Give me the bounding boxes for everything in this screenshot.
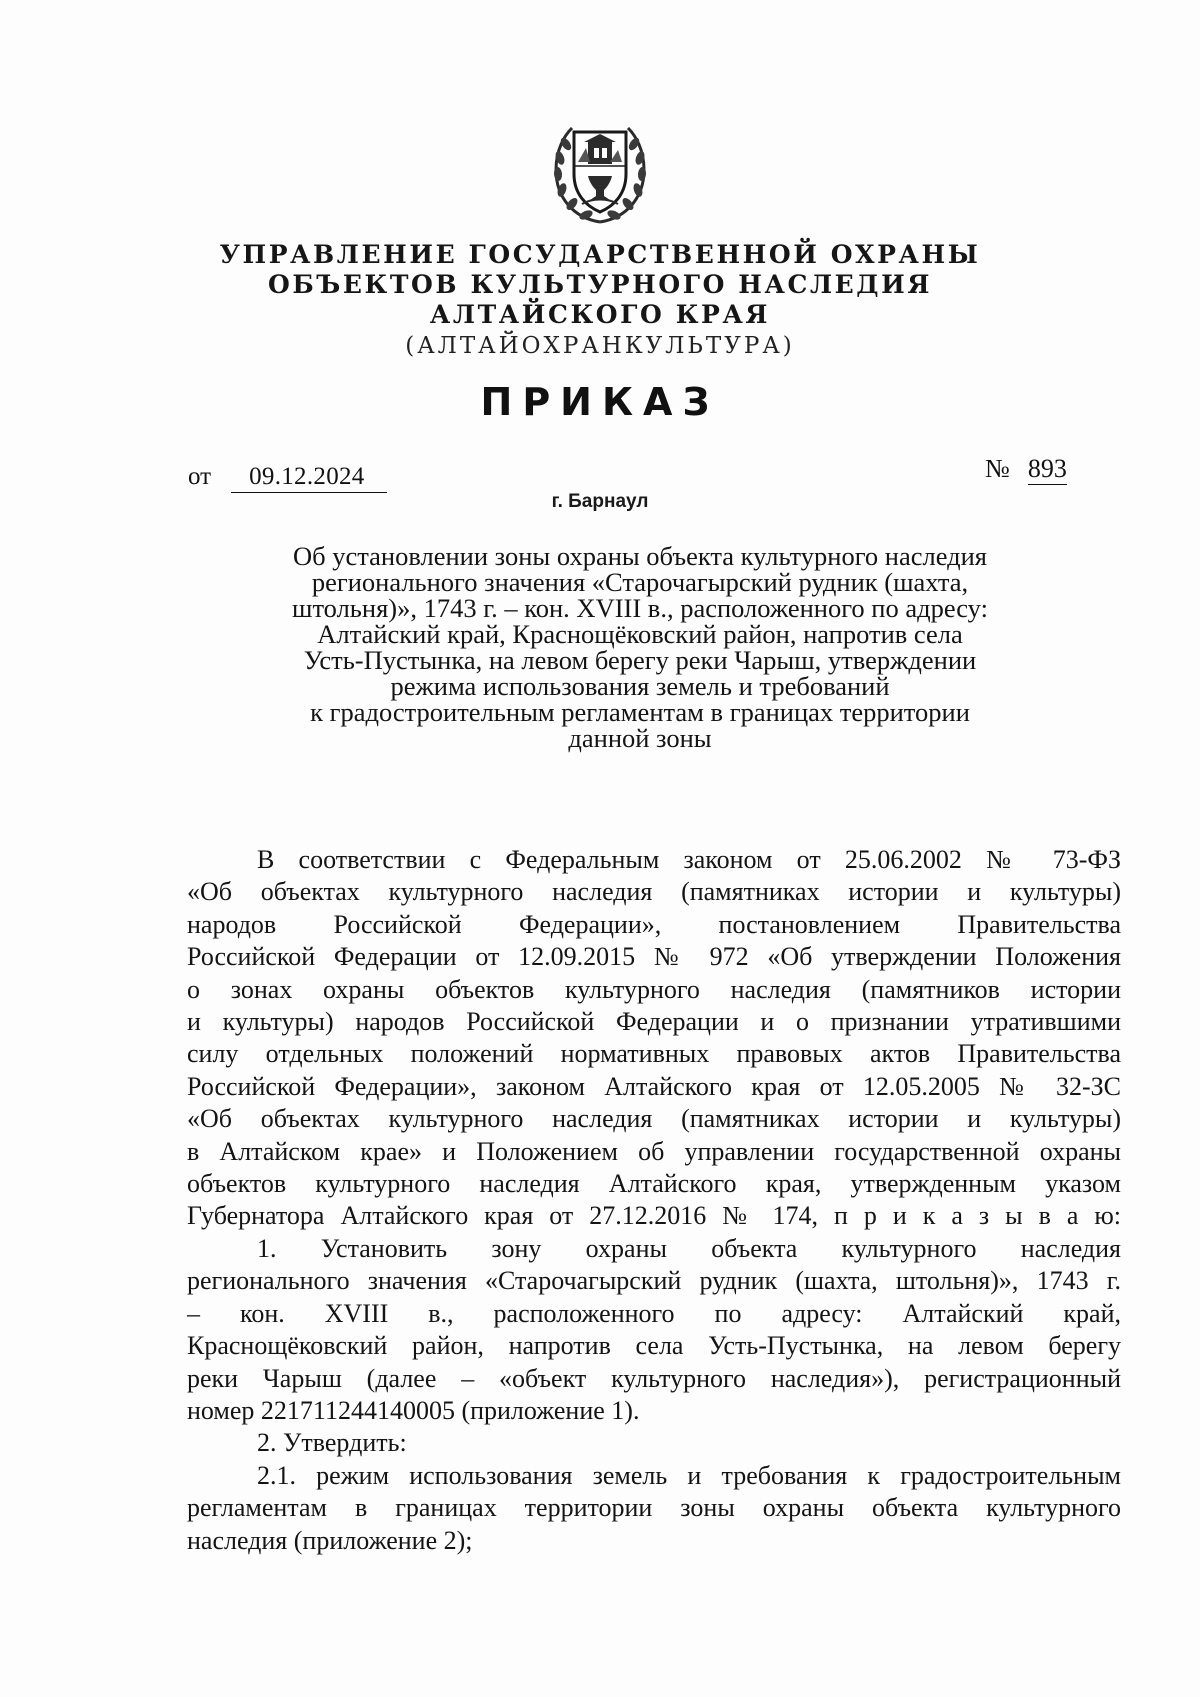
body-line: регионального значения «Старочагырский рудник (шахта, штольня)», 1743 г. <box>187 1266 1121 1296</box>
agency-name-line: УПРАВЛЕНИЕ ГОСУДАРСТВЕННОЙ ОХРАНЫ <box>219 240 981 269</box>
body-line: «Об объектах культурного наследия (памятниках истории и культуры) <box>187 877 1121 907</box>
agency-name-line: АЛТАЙСКОГО КРАЯ <box>429 300 771 329</box>
body-line: в Алтайском крае» и Положением об управлении государственной охраны <box>187 1136 1121 1166</box>
altai-krai-coat-of-arms-icon <box>548 118 652 228</box>
body-line: о зонах охраны объектов культурного наследия (памятников истории <box>187 974 1121 1004</box>
body-line: наследия (приложение 2); <box>187 1525 473 1555</box>
body-line: «Об объектах культурного наследия (памятниках истории и культуры) <box>187 1104 1121 1134</box>
body-line: реки Чарыш (далее – «объект культурного наследия»), регистрационный <box>187 1363 1121 1393</box>
number-sign: № <box>985 454 1010 483</box>
order-number <box>985 454 1067 484</box>
agency-abbreviation: (АЛТАЙОХРАНКУЛЬТУРА) <box>405 333 795 359</box>
body-line: Краснощёковский район, напротив села Усть-Пустынка, на левом берегу <box>187 1331 1121 1361</box>
order-title <box>260 543 1020 751</box>
body-line: Российской Федерации», законом Алтайского края от 12.05.2005 № 32-ЗС <box>187 1071 1121 1101</box>
body-line: народов Российской Федерации», постановлением Правительства <box>187 909 1121 939</box>
body-line: Губернатора Алтайского края от 27.12.2016 № 174, п р и к а з ы в а ю: <box>187 1201 1121 1231</box>
body-line: объектов культурного наследия Алтайского края, утвержденным указом <box>187 1169 1121 1199</box>
title-line: Усть-Пустынка, на левом берегу реки Чарыш, утверждении <box>303 645 977 675</box>
body-line: регламентам в границах территории зоны охраны объекта культурного <box>187 1493 1121 1523</box>
body-line: Российской Федерации от 12.09.2015 № 972 «Об утверждении Положения <box>187 942 1121 972</box>
title-line: штольня)», 1743 г. – кон. XVIII в., расположенного по адресу: <box>292 593 988 623</box>
title-line: к градостроительным регламентам в границах территории <box>310 697 970 727</box>
body-line: – кон. XVIII в., расположенного по адресу: Алтайский край, <box>187 1298 1121 1328</box>
title-line: данной зоны <box>568 723 712 753</box>
body-line: 1. Установить зону охраны объекта культурного наследия <box>257 1233 1121 1263</box>
order-body <box>187 844 1121 1557</box>
city-of-issue: г. Барнаул <box>551 491 649 512</box>
document-type-heading: ПРИКАЗ <box>480 380 720 424</box>
body-line: 2.1. режим использования земель и требования к градостроительным <box>257 1460 1121 1490</box>
number-value: 893 <box>1027 454 1067 483</box>
date-value: 09.12.2024 <box>231 463 387 493</box>
title-line: режима использования земель и требований <box>390 671 890 701</box>
body-line: и культуры) народов Российской Федерации и о признании утратившими <box>187 1007 1121 1037</box>
order-date <box>188 463 387 493</box>
title-line: Алтайский край, Краснощёковский район, напротив села <box>317 619 963 649</box>
body-line: силу отдельных положений нормативных правовых актов Правительства <box>187 1039 1121 1069</box>
agency-name-line: ОБЪЕКТОВ КУЛЬТУРНОГО НАСЛЕДИЯ <box>268 270 932 299</box>
body-line: В соответствии с Федеральным законом от 25.06.2002 № 73-ФЗ <box>257 845 1121 874</box>
title-line: Об установлении зоны охраны объекта культурного наследия <box>293 541 987 571</box>
agency-header <box>0 240 1200 362</box>
title-line: регионального значения «Старочагырский рудник (шахта, <box>311 567 969 597</box>
date-prefix: от <box>188 463 212 490</box>
body-line: номер 221711244140005 (приложение 1). <box>187 1395 640 1425</box>
body-line: 2. Утвердить: <box>257 1428 407 1458</box>
